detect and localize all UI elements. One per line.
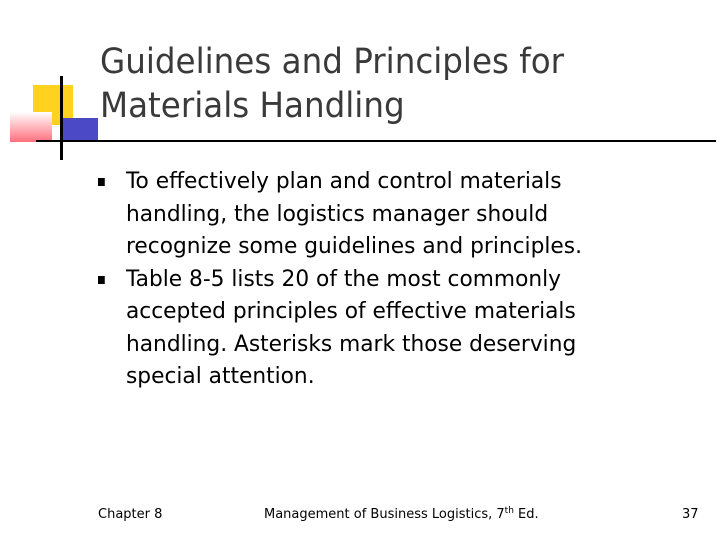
slide-title: Guidelines and Principles for Materials Handling [100, 42, 565, 126]
bullet-item [98, 263, 658, 393]
bullet-text: Table 8-5 lists 20 of the most commonly accepted principles of effective materials handling. Asterisks mark those deserving special attention. [125, 265, 577, 389]
decorative-blue-square [60, 118, 98, 142]
decorative-vertical-line [60, 76, 63, 160]
footer-edition-superscript: th [504, 506, 514, 516]
bullet-item [98, 165, 658, 263]
decorative-pink-square [10, 112, 52, 142]
footer-book-title-tail: Ed. [513, 507, 539, 522]
footer-chapter: Chapter 8 [98, 507, 163, 522]
footer-book-title [264, 507, 539, 523]
footer-page-number: 37 [682, 507, 699, 522]
footer-book-title-main: Management of Business Logistics, 7 [264, 507, 505, 522]
bullet-text: To effectively plan and control materials handling, the logistics manager should recognize some guidelines and principles. [125, 168, 582, 259]
bullet-list [98, 165, 678, 393]
square-bullet-icon [98, 178, 105, 186]
title-underline [36, 140, 716, 142]
square-bullet-icon [98, 276, 105, 284]
